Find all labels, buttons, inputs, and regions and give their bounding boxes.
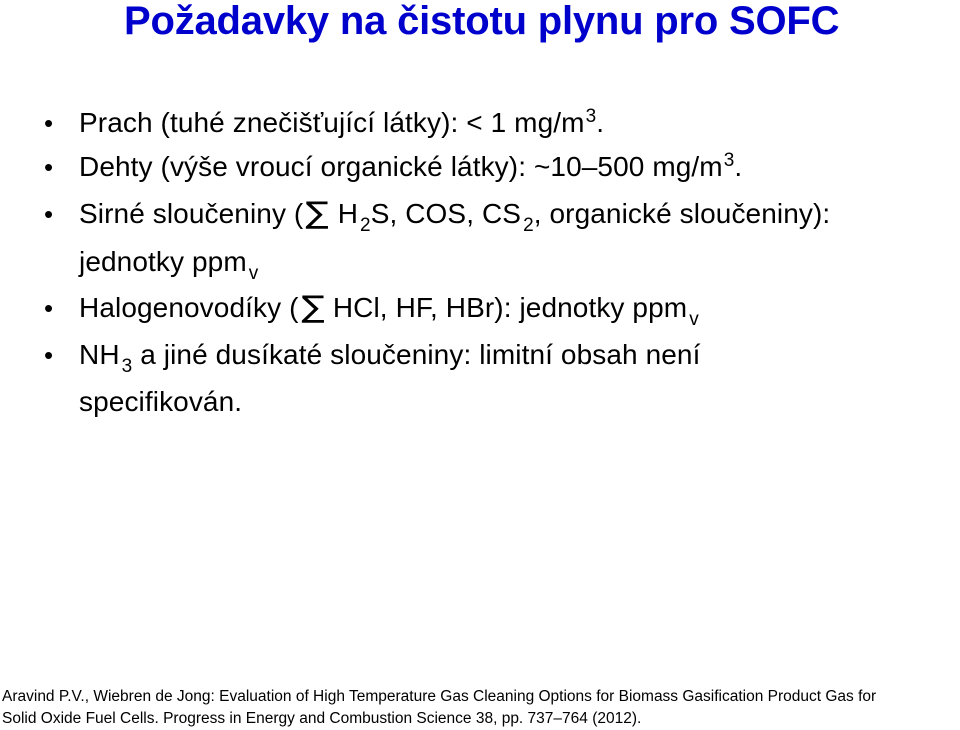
item-text: a jiné dusíkaté sloučeniny: limitní obsah není (132, 339, 701, 370)
subscript: 2 (523, 215, 534, 236)
list-item-nitrogen (79, 338, 700, 376)
item-text: , organické sloučeniny): (533, 198, 831, 229)
list-item-halogens (79, 291, 699, 329)
bullet-icon: • (44, 293, 54, 323)
sigma-icon: ∑ (300, 290, 325, 325)
item-text: Halogenovodíky ( (79, 292, 299, 323)
superscript: 3 (723, 150, 735, 171)
list-item-dust (79, 106, 604, 144)
item-text: jednotky ppm (79, 246, 247, 277)
citation (2, 686, 876, 730)
bullet-icon: • (44, 199, 54, 229)
bullet-icon: • (44, 108, 54, 138)
item-tail: . (596, 107, 605, 138)
item-text: NH (79, 339, 120, 370)
bullet-icon: • (44, 152, 54, 182)
item-text: S, COS, CS (370, 198, 522, 229)
item-tail: . (734, 151, 743, 182)
item-text: Dehty (výše vroucí organické látky): ~10–500 mg/m (79, 151, 723, 182)
item-text: Prach (tuhé znečišťující látky): < 1 mg/m (79, 107, 585, 138)
subscript: 2 (360, 215, 371, 236)
subscript: 3 (121, 356, 133, 377)
item-text: specifikován. (79, 386, 243, 417)
subscript: v (248, 263, 259, 284)
superscript: 3 (585, 106, 597, 127)
item-text: Sirné sloučeniny ( (79, 198, 304, 229)
item-text: H (337, 198, 359, 229)
subscript: v (689, 309, 699, 330)
list-item-sulfur (79, 197, 830, 235)
citation-line: Aravind P.V., Wiebren de Jong: Evaluation of High Temperature Gas Cleaning Options for Biomass Gasification Product Gas for (2, 688, 877, 705)
sigma-icon: ∑ (305, 196, 330, 231)
citation-line: Solid Oxide Fuel Cells. Progress in Energy and Combustion Science 38, pp. 737–764 (2012). (2, 710, 642, 727)
list-item-nitrogen-continued (79, 385, 242, 419)
slide-title: Požadavky na čistotu plynu pro SOFC (124, 0, 840, 43)
item-text: HCl, HF, HBr): jednotky ppm (332, 292, 688, 323)
list-item-sulfur-continued (79, 245, 258, 283)
bullet-icon: • (44, 340, 54, 370)
list-item-tars (79, 150, 742, 188)
